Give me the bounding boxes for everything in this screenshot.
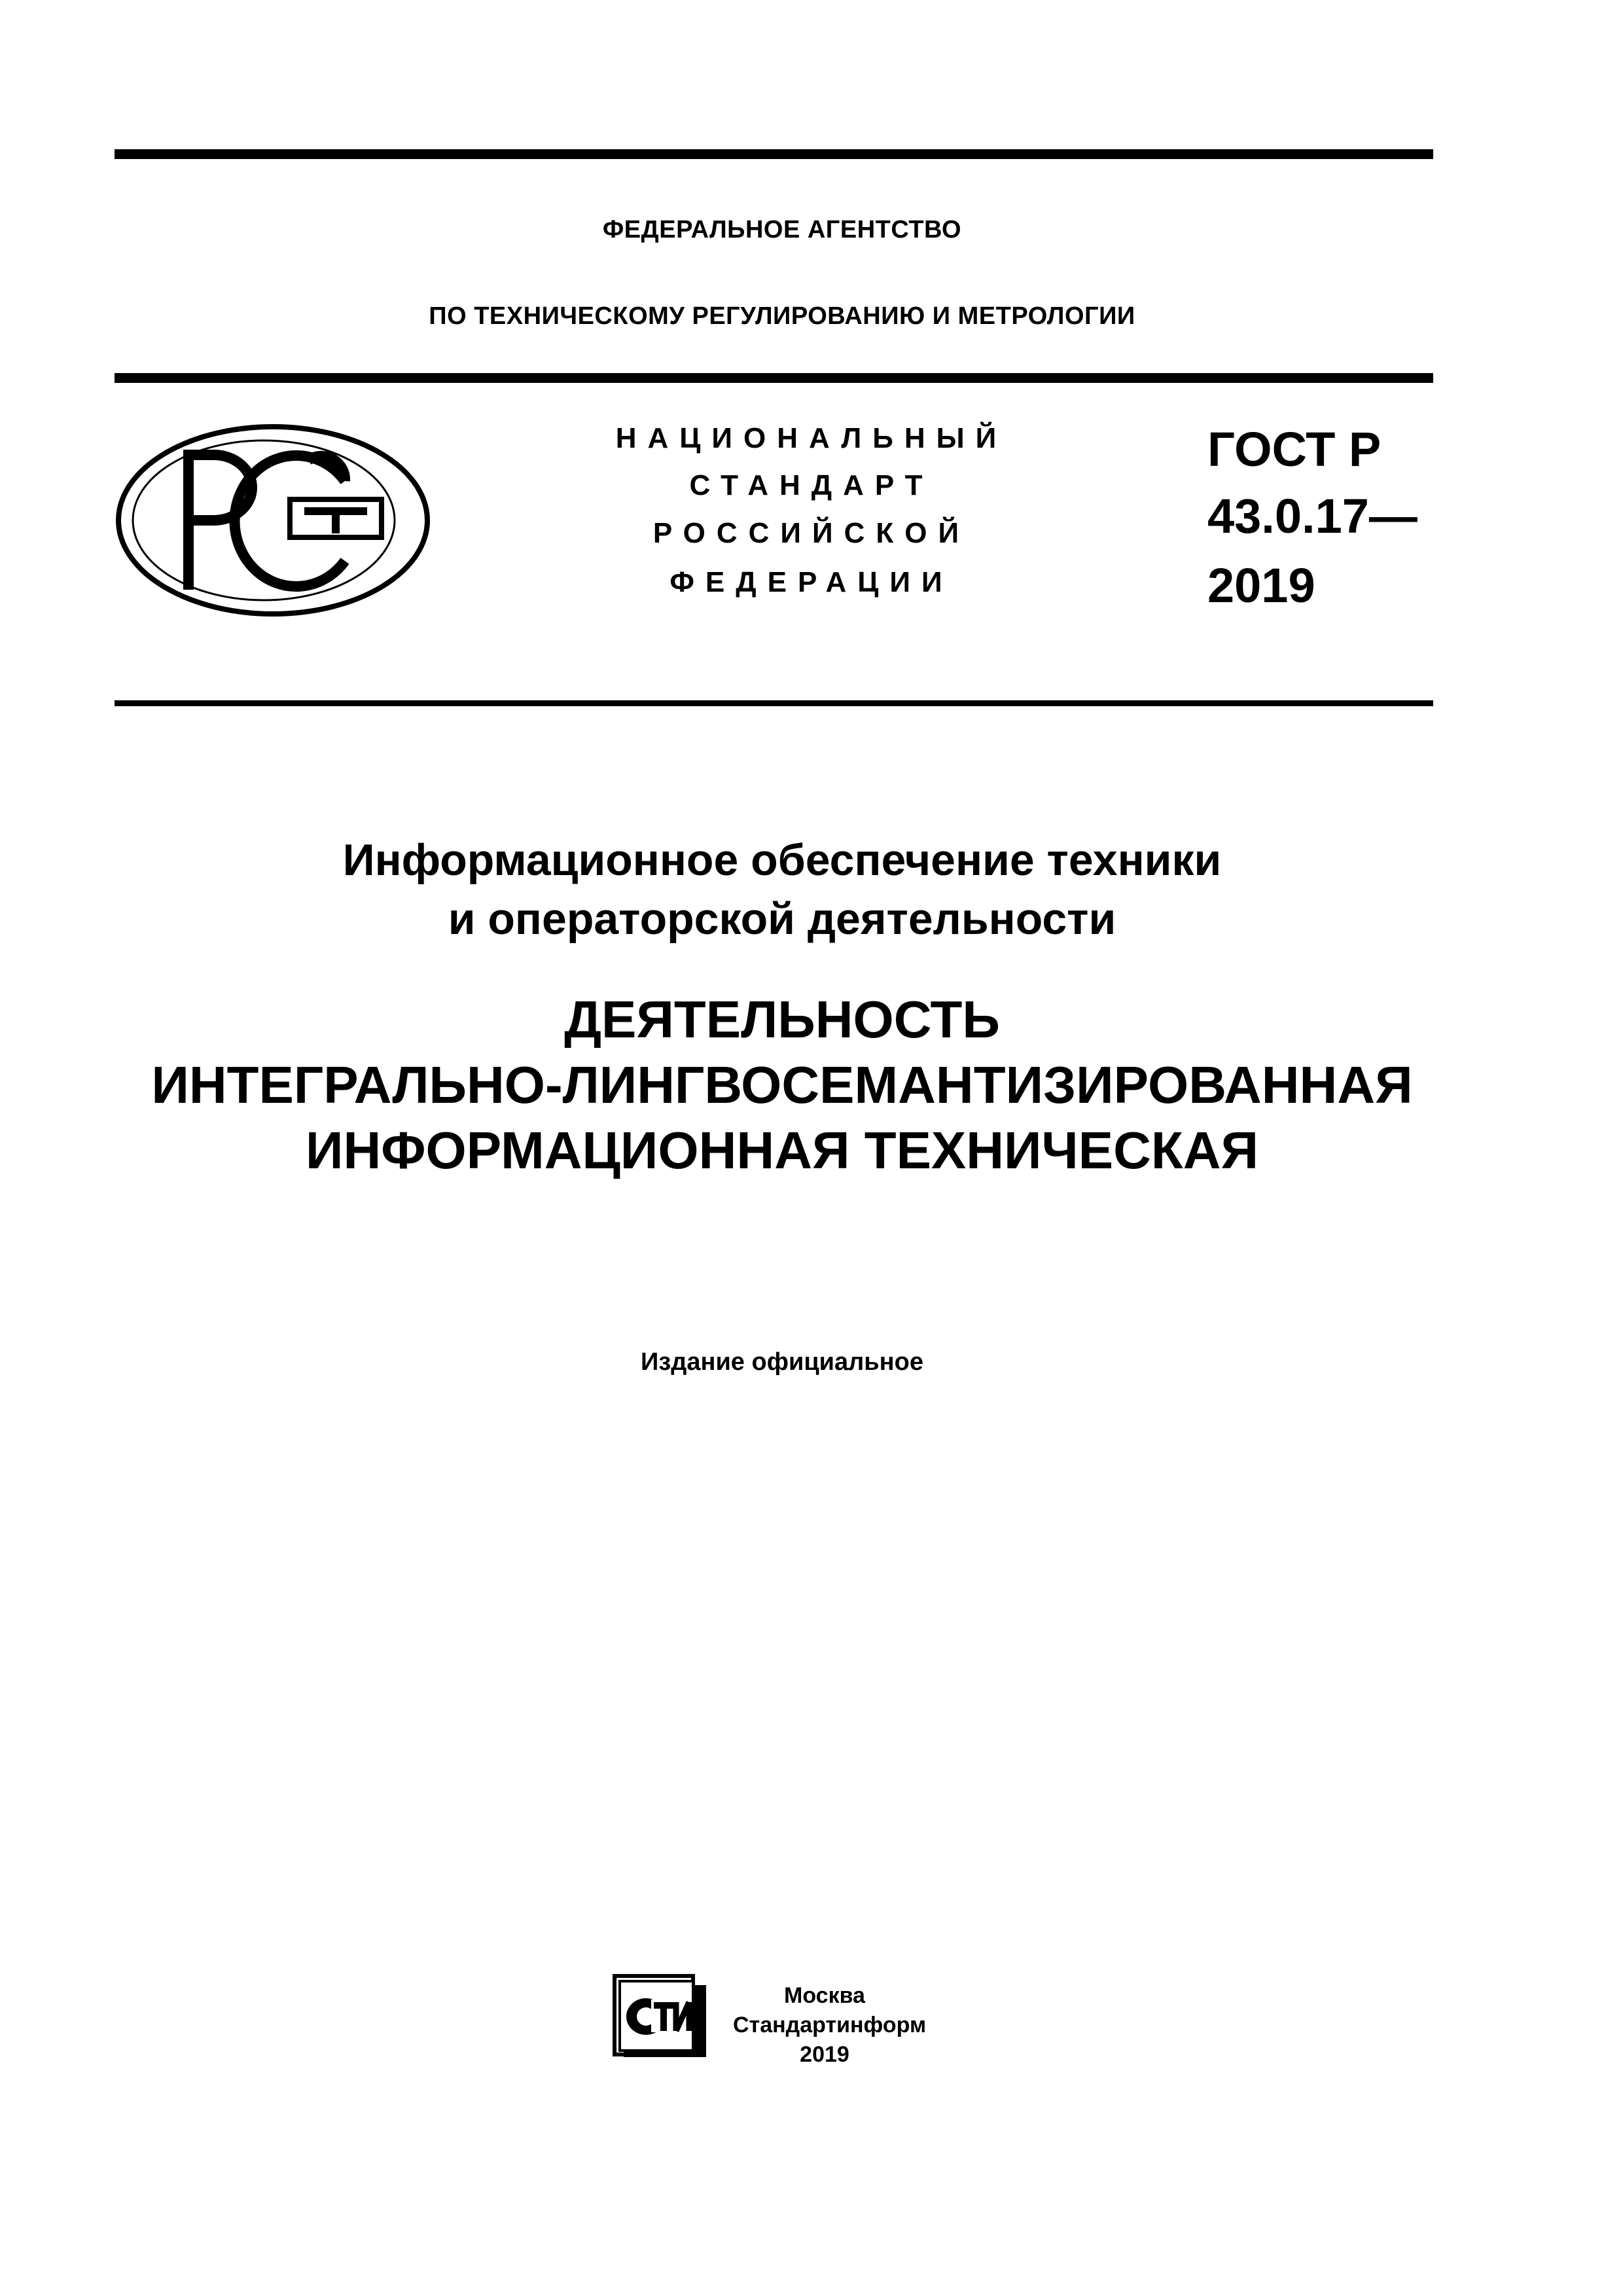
agency-line-2: ПО ТЕХНИЧЕСКОМУ РЕГУЛИРОВАНИЮ И МЕТРОЛОГИИ — [429, 302, 1135, 330]
publisher-city: Москва — [784, 1983, 865, 2008]
header-rule — [115, 373, 1433, 383]
document-title-line-2: ИНТЕГРАЛЬНО-ЛИНГВОСЕМАНТИЗИРОВАННАЯ — [151, 1056, 1413, 1114]
top-rule — [115, 149, 1433, 159]
document-subtitle-line-1: Информационное обеспечение техники — [342, 835, 1222, 885]
document-subtitle-line-2: и операторской деятельности — [448, 894, 1116, 944]
publisher-name: Стандартинформ — [733, 2013, 927, 2037]
standard-rule — [115, 700, 1433, 706]
edition-note: Издание официальное — [641, 1348, 923, 1376]
gost-designation-line-3: 2019 — [1207, 558, 1315, 613]
standard-kind-line-3: РОССИЙСКОЙ — [652, 517, 971, 549]
gost-designation-line-2: 43.0.17— — [1207, 489, 1418, 543]
standard-kind-line-4: ФЕДЕРАЦИИ — [669, 566, 954, 598]
gost-r-mark-logo — [115, 422, 432, 619]
standard-kind-line-1: НАЦИОНАЛЬНЫЙ — [615, 422, 1008, 454]
publisher-year: 2019 — [800, 2042, 849, 2067]
gost-designation-line-1: ГОСТ Р — [1207, 422, 1382, 476]
standard-kind-line-2: СТАНДАРТ — [689, 469, 934, 501]
document-title-line-3: ИНФОРМАЦИОННАЯ ТЕХНИЧЕСКАЯ — [305, 1121, 1258, 1179]
document-title-line-1: ДЕЯТЕЛЬНОСТЬ — [564, 990, 1000, 1049]
agency-line-1: ФЕДЕРАЛЬНОЕ АГЕНТСТВО — [602, 216, 962, 243]
standartinform-logo — [612, 1973, 710, 2062]
